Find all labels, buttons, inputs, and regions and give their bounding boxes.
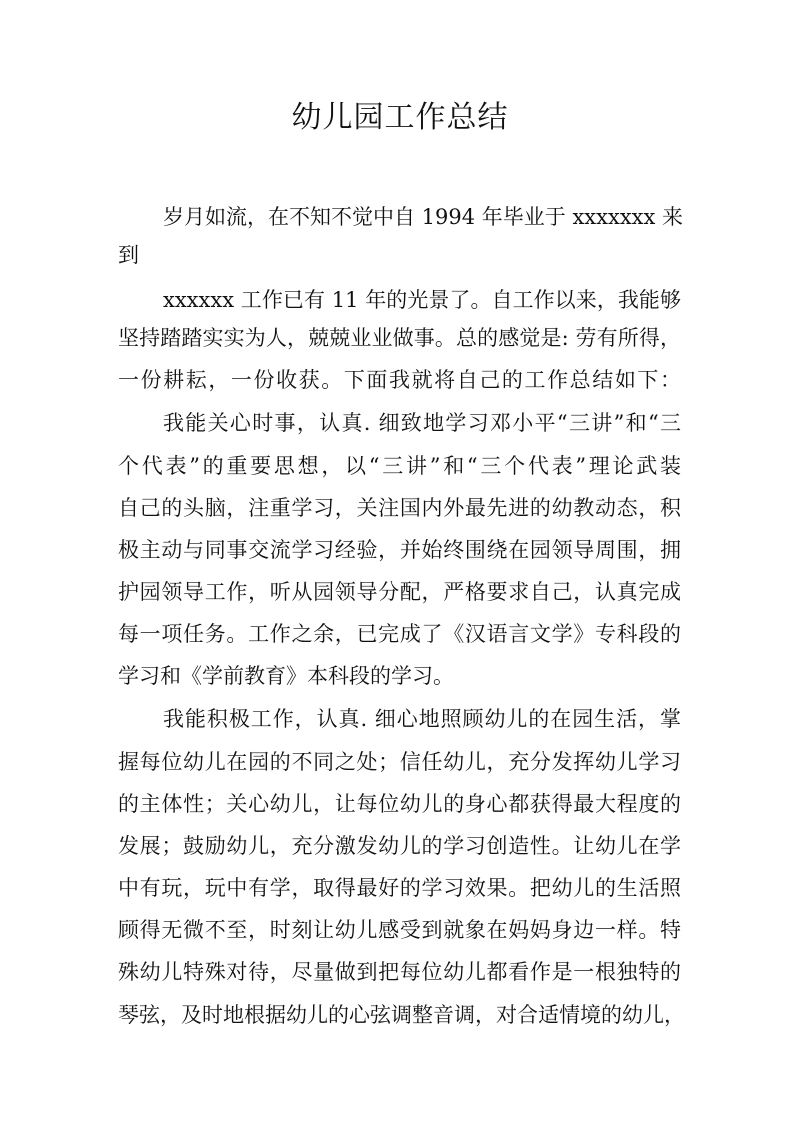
body-line-6: 我能关心时事，认真. 细致地学习邓小平“三讲”和“三 [163,411,681,435]
body-line-9: 极主动与同事交流学习经验，并始终围绕在园领导周围，拥 [118,538,681,562]
document-title: 幼儿园工作总结 [291,100,509,135]
body-line-17: 中有玩，玩中有学，取得最好的学习效果。把幼儿的生活照 [118,876,681,900]
body-line-15: 的主体性；关心幼儿，让每位幼儿的身心都获得最大程度的 [118,792,681,816]
body-line-18: 顾得无微不至，时刻让幼儿感受到就象在妈妈身边一样。特 [118,918,681,942]
body-line-1: 岁月如流，在不知不觉中自 1994 年毕业于 xxxxxxx 来 [163,205,684,229]
body-line-19: 殊幼儿特殊对待，尽量做到把每位幼儿都看作是一根独特的 [118,960,681,984]
body-line-10: 护园领导工作，听从园领导分配，严格要求自己，认真完成 [118,580,681,604]
body-line-12: 学习和《学前教育》本科段的学习。 [118,664,454,688]
body-line-20: 琴弦，及时地根据幼儿的心弦调整音调，对合适情境的幼儿， [118,1003,685,1027]
body-line-5: 一份耕耘，一份收获。下面我就将自己的工作总结如下： [118,368,681,392]
body-line-11: 每一项任务。工作之余，已完成了《汉语言文学》专科段的 [118,622,681,646]
body-line-7: 个代表”的重要思想，以“三讲”和“三个代表”理论武装 [118,454,681,478]
body-line-13: 我能积极工作，认真. 细心地照顾幼儿的在园生活，掌 [163,707,681,731]
body-line-16: 发展；鼓励幼儿，充分激发幼儿的学习创造性。让幼儿在学 [118,834,681,858]
body-line-14: 握每位幼儿在园的不同之处；信任幼儿，充分发挥幼儿学习 [118,750,681,774]
body-line-3: xxxxxx 工作已有 11 年的光景了。自工作以来，我能够 [163,288,681,312]
body-line-2: 到 [118,243,139,267]
body-line-8: 自己的头脑，注重学习，关注国内外最先进的幼教动态，积 [118,496,681,520]
body-line-4: 坚持踏踏实实为人，兢兢业业做事。总的感觉是: 劳有所得， [118,326,681,350]
